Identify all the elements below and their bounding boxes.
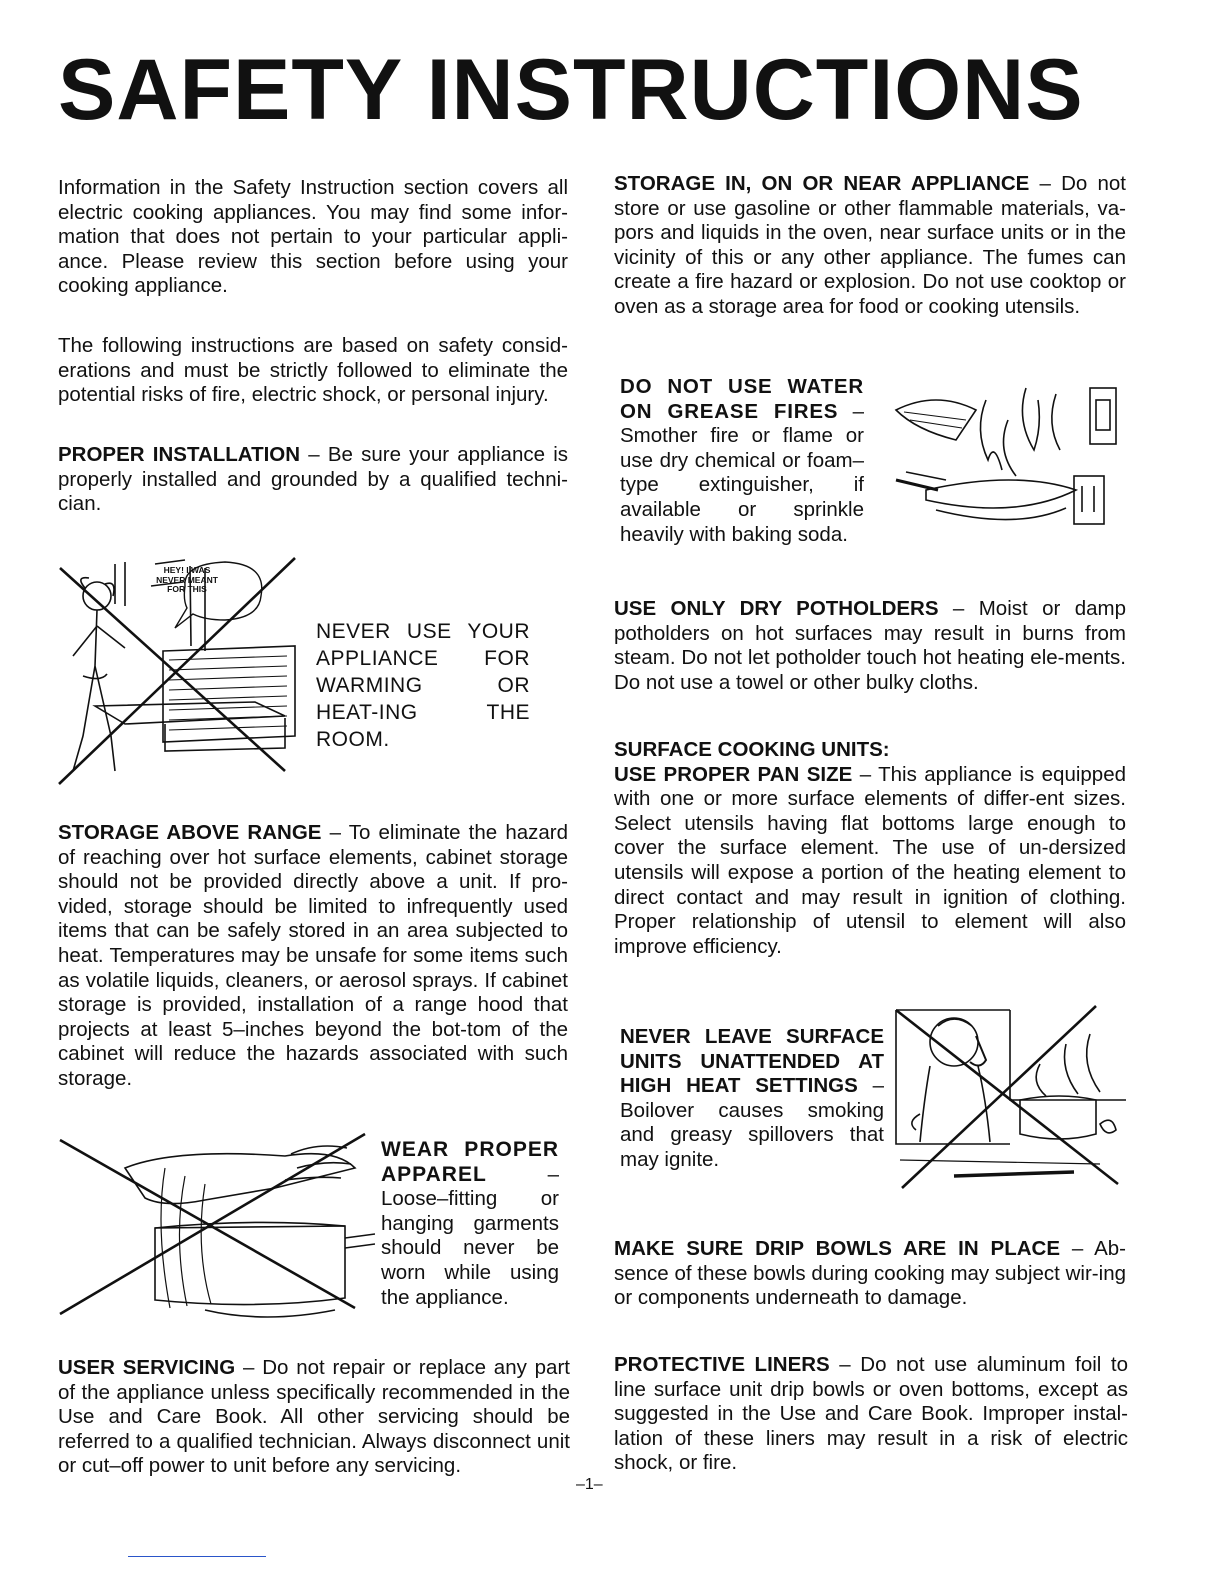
page-number: –1–: [576, 1476, 603, 1493]
installation-heading: PROPER INSTALLATION: [58, 443, 301, 466]
surface-heading: SURFACE COOKING UNITS:: [614, 738, 890, 761]
servicing-section: [58, 1356, 570, 1479]
separator: –: [857, 1074, 884, 1098]
separator: –: [486, 1162, 559, 1186]
apparel-section: [381, 1138, 559, 1310]
drip-bowls-section: [614, 1237, 1126, 1311]
footer-rule: [128, 1556, 266, 1557]
storage-near-heading: STORAGE IN, ON OR NEAR APPLIANCE: [614, 172, 1030, 195]
potholders-section: [614, 597, 1126, 695]
installation-body: Be sure your appliance is properly installed and grounded by a qualified techni-cian.: [58, 443, 569, 516]
apparel-illustration: [55, 1128, 375, 1318]
unattended-body: Boilover causes smoking and greasy spillovers that may ignite.: [620, 1098, 884, 1171]
page-title: SAFETY INSTRUCTIONS: [58, 42, 1084, 138]
potholders-body: Moist or damp potholders on hot surfaces may result in burns from steam. Do not let potholder touch hot heating ele-ments. Do not use a towel or other bulky cloths.: [614, 597, 1126, 694]
separator: –: [1029, 172, 1062, 195]
separator: –: [938, 597, 979, 620]
servicing-body: Do not repair or replace any part of the appliance unless specifically recommended in the Use and Care Book. All other servicing should be referred to a qualified technician. Always disconnect unit or cut–off power to unit before any servicing.: [58, 1356, 570, 1478]
separator: –: [321, 821, 349, 844]
separator: –: [235, 1356, 263, 1379]
unattended-section: [620, 1025, 884, 1173]
potholders-heading: USE ONLY DRY POTHOLDERS: [614, 597, 939, 620]
intro-paragraph: Information in the Safety Instruction section covers all electric cooking appliances. You may find some infor-mation that does not pertain to your particular appli-ance. Please review this section before using your cooking appliance.: [58, 176, 568, 298]
intro-paragraph-2: The following instructions are based on safety consid-erations and must be strictly followed to eliminate the potential risks of fire, electric shock, or personal injury.: [58, 334, 568, 407]
separator: –: [838, 399, 864, 423]
surface-section: [614, 738, 1126, 959]
apparel-body: Loose–fitting or hanging garments should never be worn while using the appliance.: [381, 1187, 559, 1309]
storage-near-body: Do not store or use gasoline or other flammable materials, va-pors and liquids in the oven, near surface units or in the vicinity of this or any other appliance. The fumes can create a fire hazard or explosion. Do not use cooktop or oven as a storage area for food or cooking utensils.: [614, 172, 1126, 318]
liners-section: [614, 1353, 1128, 1476]
grease-fire-illustration: [876, 380, 1126, 540]
pan-size-heading: USE PROPER PAN SIZE: [614, 762, 853, 786]
grease-fire-body: Smother fire or flame or use dry chemical or foam–type extinguisher, if available or sprinkle heavily with baking soda.: [620, 424, 864, 546]
servicing-heading: USER SERVICING: [58, 1356, 236, 1379]
separator: –: [829, 1353, 861, 1376]
pan-size-body: This appliance is equipped with one or more surface elements of differ-ent sizes. Select utensils having flat bottoms large enough to cover the surface element. The use of un-dersized utensils will expose a portion of the heating element to direct contact and may result in ignition of clothing. Proper relationship of utensil to element will also improve efficiency.: [614, 762, 1127, 958]
liners-body: Do not use aluminum foil to line surface unit drip bowls or oven bottoms, except as suggested in the Use and Care Book. Improper instal-lation of these liners may result in a risk of electric shock, or fire.: [614, 1353, 1129, 1475]
installation-section: [58, 443, 568, 517]
unattended-phone-illustration: [890, 1004, 1126, 1190]
separator: –: [1060, 1237, 1095, 1260]
drip-bowls-body: Ab-sence of these bowls during cooking may subject wir-ing or components underneath to damage.: [614, 1237, 1126, 1310]
grease-fire-heading: DO NOT USE WATER ON GREASE FIRES: [620, 375, 864, 423]
storage-near-section: [614, 172, 1126, 320]
apparel-heading: WEAR PROPER APPAREL: [381, 1138, 559, 1186]
separator: –: [300, 443, 328, 466]
unattended-heading: NEVER LEAVE SURFACE UNITS UNATTENDED AT HIGH HEAT SETTINGS: [620, 1025, 884, 1098]
storage-above-body: To eliminate the hazard of reaching over hot surface elements, cabinet storage should not be provided directly above a unit. If pro-vided, storage should be limited to infrequently used items that can be safely stored in an area subjected to heat. Temperatures may be unsafe for some items such as volatile liquids, cleaners, or aerosol sprays. If cabinet storage is provided, installation of a range hood that projects at least 5–inches beyond the bot-tom of the cabinet will reduce the hazards associated with such storage.: [58, 821, 568, 1090]
liners-heading: PROTECTIVE LINERS: [614, 1353, 830, 1376]
storage-above-section: [58, 821, 568, 1092]
speech-bubble-text: HEY! I WAS NEVER MEANT FOR THIS: [156, 565, 218, 594]
grease-fire-section: [620, 375, 864, 547]
drip-bowls-heading: MAKE SURE DRIP BOWLS ARE IN PLACE: [614, 1237, 1061, 1260]
warming-caption: NEVER USE YOUR APPLIANCE FOR WARMING OR HEAT-ING THE ROOM.: [316, 620, 530, 751]
separator: –: [852, 762, 879, 786]
storage-above-heading: STORAGE ABOVE RANGE: [58, 821, 322, 844]
